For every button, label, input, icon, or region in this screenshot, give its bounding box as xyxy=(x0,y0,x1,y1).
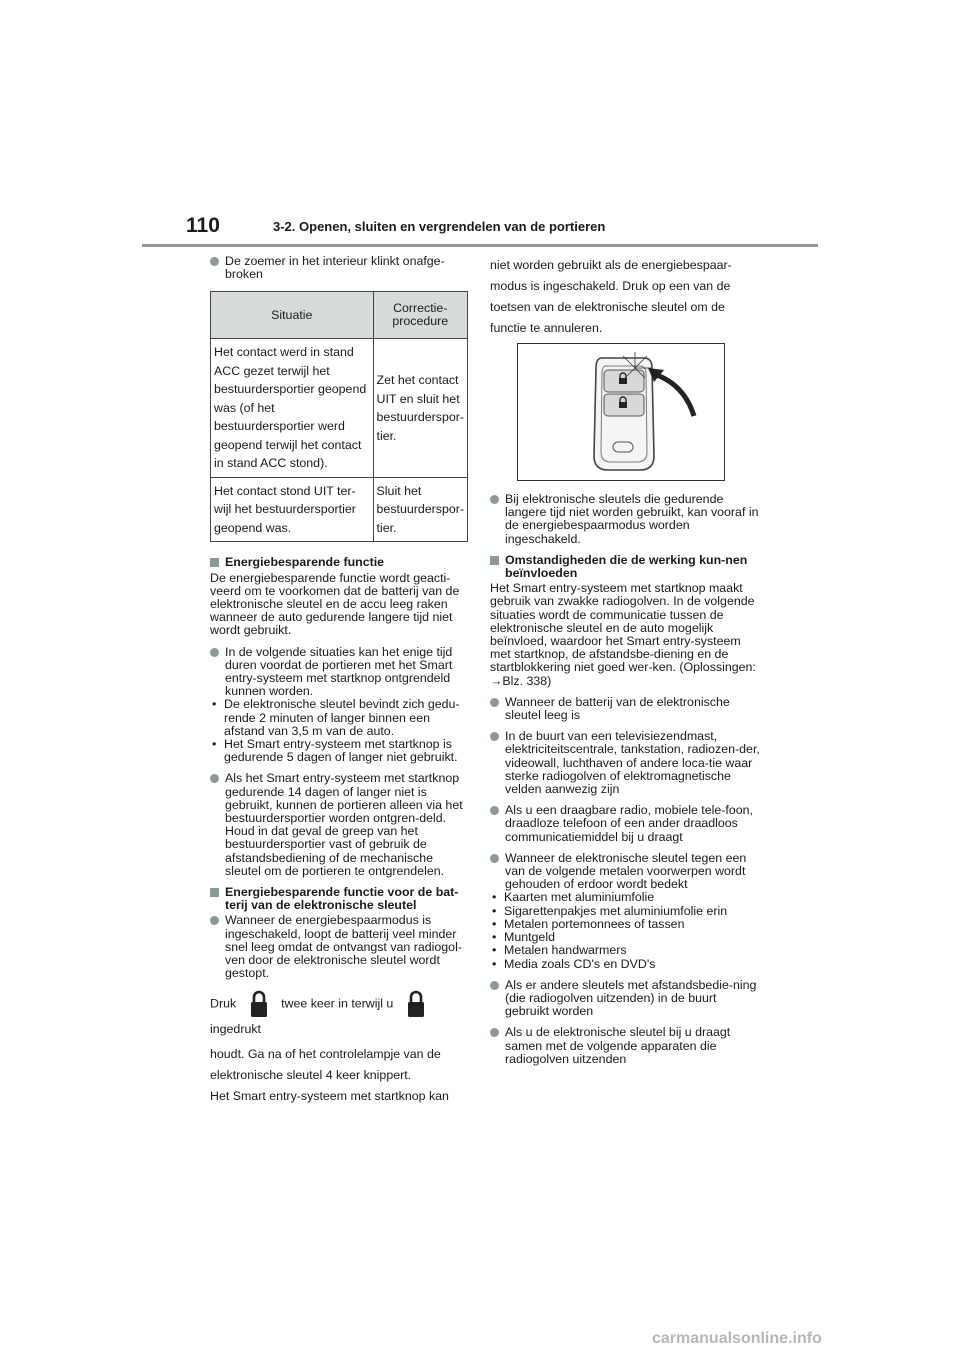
sub-item: • Media zoals CD's en DVD's xyxy=(490,958,760,971)
bullet-other-devices: Als u de elektronische sleutel bij u draagt samen met de volgende apparaten die radiogolven uitzenden xyxy=(490,1026,760,1066)
press-text: twee keer in terwijl u xyxy=(281,995,394,1010)
paragraph: toetsen van de elektronische sleutel om de xyxy=(490,300,725,314)
section-title: 3-2. Openen, sluiten en vergrendelen van de portieren xyxy=(273,219,606,234)
sub-item: • De elektronische sleutel bevindt zich gedu-rende 2 minuten of langer binnen een afstand van 3,5 m van de auto. xyxy=(210,698,472,738)
paragraph: niet worden gebruikt als de energiebespaar- xyxy=(490,258,732,272)
paragraph: Het Smart entry-systeem met startknop maakt gebruik van zwakke radiogolven. In de volgende situaties wordt de communicatie tussen de elektronische sleutel en de auto mogelijk beïnvloed, waardoor het Smart entry-systeem met startknop, de afstandsbe-diening en de startblokkering niet goed wer-ken. (Oplossingen: →Blz. 338) xyxy=(490,581,756,688)
watermark: carmanualsonline.info xyxy=(652,1330,822,1347)
bullet-radio-sources: In de buurt van een televisiezendmast, elektriciteitscentrale, tankstation, radiozen-der, videowall, luchthaven of andere loca-tie waar sterke radiogolven of elektromagnetische velden aanwezig zijn xyxy=(490,730,760,796)
sub-item: • Sigarettenpakjes met aluminiumfolie erin xyxy=(490,905,760,918)
table-row xyxy=(211,339,468,478)
paragraph: elektronische sleutel 4 keer knippert. xyxy=(210,1067,412,1082)
key-fob-illustration xyxy=(517,343,725,481)
paragraph: functie te annuleren. xyxy=(490,321,603,335)
sub-item: • Het Smart entry-systeem met startknop is gedurende 5 dagen of langer niet gebruikt. xyxy=(210,738,472,764)
sub-item: • Kaarten met aluminiumfolie xyxy=(490,891,760,904)
table-cell: Zet het contact UIT en sluit het bestuurderspor-tier. xyxy=(373,339,467,478)
heading-circumstances: Omstandigheden die de werking kun-nen beïnvloeden xyxy=(490,554,760,580)
bullet-other-keys: Als er andere sleutels met afstandsbedie-ning (die radiogolven uitzenden) in de buurt gebruikt worden xyxy=(490,979,760,1019)
bullet-portable-devices: Als u een draagbare radio, mobiele tele-foon, draadloze telefoon of een ander draadloos communicatiemiddel bij u draagt xyxy=(490,804,760,844)
paragraph: Het Smart entry-systeem met startknop kan xyxy=(210,1088,449,1103)
header-divider xyxy=(142,244,818,247)
table-cell: Het contact werd in stand ACC gezet terwijl het bestuurdersportier geopend was (of het bestuurdersportier werd geopend terwijl het contact in stand ACC stond). xyxy=(211,339,374,478)
bullet-delay xyxy=(210,646,472,699)
lock-icon xyxy=(248,989,270,1019)
heading-battery-saving: Energiebesparende functie voor de bat-terij van de elektronische sleutel xyxy=(210,886,472,912)
table-cell: Het contact stond UIT ter-wijl het bestuurdersportier geopend was. xyxy=(211,477,374,542)
paragraph: De energiebesparende functie wordt geacti-veerd om te voorkomen dat de batterij van de elektronische sleutel en de accu leeg raken wanneer de auto gedurende langere tijd niet wordt gebruikt. xyxy=(210,570,460,638)
table-row xyxy=(211,477,468,542)
lock-icon xyxy=(405,989,427,1019)
bullet-14-days: Als het Smart entry-systeem met startknop gedurende 14 dagen of langer niet is gebruikt, kunnen de portieren alleen via het bestuurdersportier worden ontgren-deld. Houd in dat geval de greep van het bestuurdersportier vast of gebruik de afstandsbediening of de mechanische sleutel om de portieren te ontgrendelen. xyxy=(210,772,472,878)
sub-item: • Metalen portemonnees of tassen xyxy=(490,918,760,931)
page-number: 110 xyxy=(186,214,220,237)
bullet-buzzer: De zoemer in het interieur klinkt onafge-broken xyxy=(210,255,472,281)
press-instruction xyxy=(210,989,472,1040)
press-text: ingedrukt xyxy=(210,1021,261,1036)
bullet-battery-mode: Wanneer de energiebespaarmodus is ingeschakeld, loopt de batterij veel minder snel leeg omdat de ontvangst van radiogol-ven door de elektronische sleutel wordt gestopt. xyxy=(210,914,472,980)
left-column xyxy=(210,255,472,1107)
table-header-procedure: Correctie-procedure xyxy=(373,292,467,339)
right-column xyxy=(490,255,760,1074)
press-text: Druk xyxy=(210,995,237,1010)
sub-item: • Muntgeld xyxy=(490,931,760,944)
key-fob-icon xyxy=(518,344,724,480)
bullet-metal-objects: Wanneer de elektronische sleutel tegen een van de volgende metalen voorwerpen wordt gehouden of erdoor wordt bedekt xyxy=(490,852,760,892)
paragraph: modus is ingeschakeld. Druk op een van de xyxy=(490,279,731,293)
sub-item: • Metalen handwarmers xyxy=(490,944,760,957)
table-header-situation: Situatie xyxy=(211,292,374,339)
table-cell: Sluit het bestuurderspor-tier. xyxy=(373,477,467,542)
bullet-battery-empty: Wanneer de batterij van de elektronische sleutel leeg is xyxy=(490,696,760,722)
bullet-preset-mode: Bij elektronische sleutels die gedurende langere tijd niet worden gebruikt, kan vooraf in de energiebespaarmodus worden ingeschakeld. xyxy=(490,493,760,546)
bullet-text: In de volgende situaties kan het enige tijd duren voordat de portieren met het Smart entry-systeem met startknop ontgrendeld kunnen worden. xyxy=(225,644,453,699)
correction-table xyxy=(210,291,468,542)
paragraph: houdt. Ga na of het controlelampje van de xyxy=(210,1046,441,1061)
heading-energy-saving: Energiebesparende functie xyxy=(210,556,472,569)
